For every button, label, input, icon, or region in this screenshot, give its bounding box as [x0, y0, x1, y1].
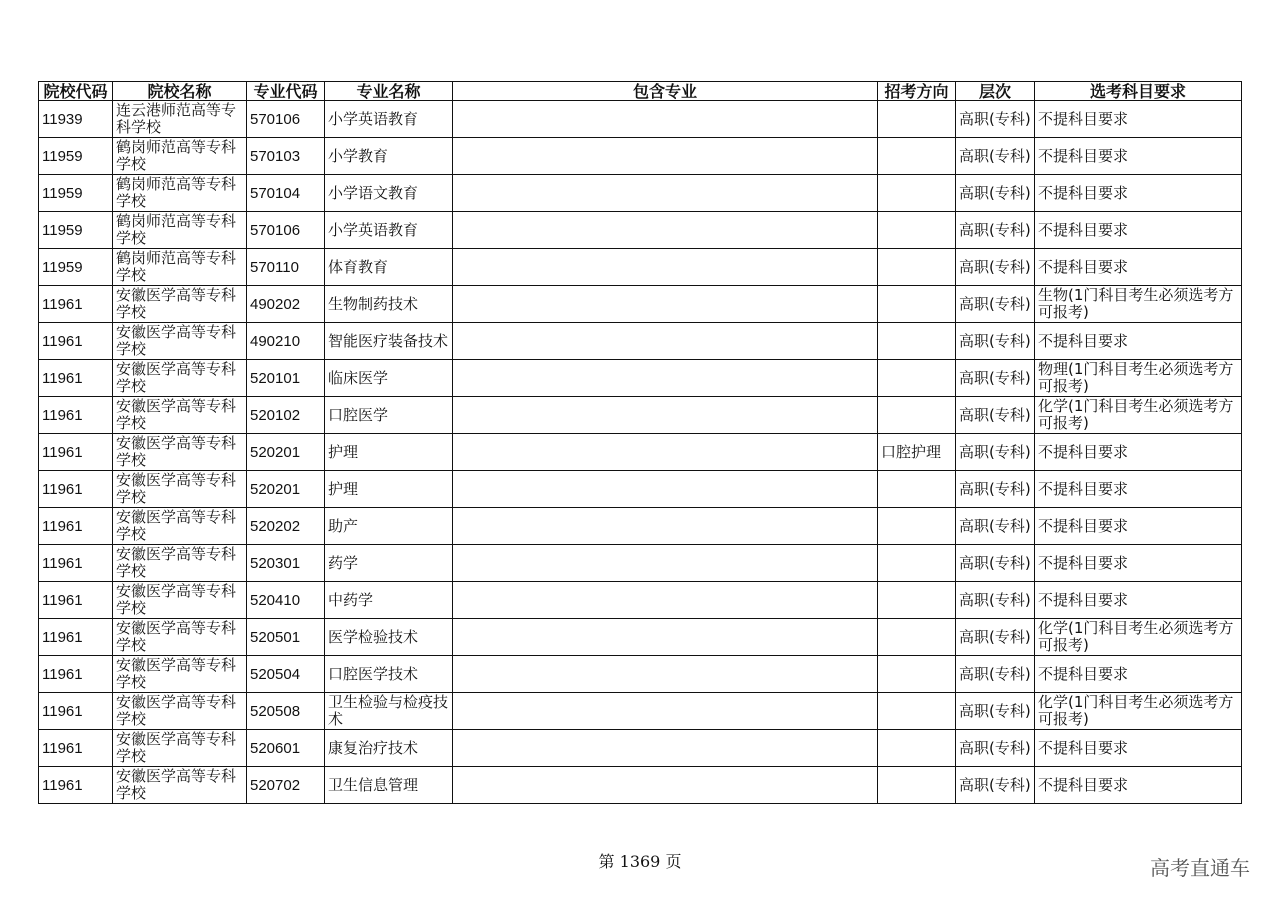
- cell-level: 高职(专科): [956, 434, 1035, 471]
- table-row: [39, 693, 1242, 730]
- cell-subject-requirement: 不提科目要求: [1035, 249, 1242, 286]
- table-header-row: [39, 82, 1242, 101]
- cell-major-name: 口腔医学技术: [325, 656, 453, 693]
- cell-level: 高职(专科): [956, 360, 1035, 397]
- cell-major-name: 护理: [325, 434, 453, 471]
- cell-level: 高职(专科): [956, 656, 1035, 693]
- table-row: [39, 730, 1242, 767]
- cell-level: 高职(专科): [956, 619, 1035, 656]
- table-row: [39, 101, 1242, 138]
- cell-direction: [878, 582, 956, 619]
- header-direction: 招考方向: [878, 82, 956, 101]
- table-row: [39, 286, 1242, 323]
- cell-major-code: 520201: [247, 434, 325, 471]
- cell-school-name: 安徽医学高等专科学校: [113, 656, 247, 693]
- cell-level: 高职(专科): [956, 545, 1035, 582]
- cell-school-name: 安徽医学高等专科学校: [113, 767, 247, 804]
- cell-direction: [878, 730, 956, 767]
- cell-major-code: 520508: [247, 693, 325, 730]
- cell-included-majors: [453, 360, 878, 397]
- cell-major-name: 小学教育: [325, 138, 453, 175]
- cell-school-code: 11961: [39, 619, 113, 656]
- cell-major-name: 临床医学: [325, 360, 453, 397]
- cell-school-code: 11961: [39, 693, 113, 730]
- cell-major-name: 中药学: [325, 582, 453, 619]
- cell-direction: [878, 249, 956, 286]
- table-row: [39, 582, 1242, 619]
- page-number: 第 1369 页: [598, 852, 682, 871]
- cell-subject-requirement: 化学(1门科目考生必须选考方可报考): [1035, 693, 1242, 730]
- cell-school-name: 鹤岗师范高等专科学校: [113, 249, 247, 286]
- table-row: [39, 397, 1242, 434]
- header-major-name: 专业名称: [325, 82, 453, 101]
- cell-level: 高职(专科): [956, 471, 1035, 508]
- cell-direction: [878, 767, 956, 804]
- table-row: [39, 508, 1242, 545]
- cell-level: 高职(专科): [956, 323, 1035, 360]
- cell-school-code: 11961: [39, 582, 113, 619]
- cell-major-code: 570104: [247, 175, 325, 212]
- table-row: [39, 471, 1242, 508]
- cell-major-name: 卫生信息管理: [325, 767, 453, 804]
- cell-level: 高职(专科): [956, 397, 1035, 434]
- cell-school-code: 11959: [39, 212, 113, 249]
- header-school-code: 院校代码: [39, 82, 113, 101]
- cell-subject-requirement: 物理(1门科目考生必须选考方可报考): [1035, 360, 1242, 397]
- cell-school-code: 11959: [39, 249, 113, 286]
- cell-subject-requirement: 化学(1门科目考生必须选考方可报考): [1035, 619, 1242, 656]
- cell-major-code: 570103: [247, 138, 325, 175]
- cell-included-majors: [453, 545, 878, 582]
- cell-direction: [878, 656, 956, 693]
- cell-direction: [878, 138, 956, 175]
- cell-direction: [878, 397, 956, 434]
- cell-major-code: 520202: [247, 508, 325, 545]
- cell-major-code: 520504: [247, 656, 325, 693]
- cell-included-majors: [453, 693, 878, 730]
- cell-direction: [878, 619, 956, 656]
- cell-subject-requirement: 不提科目要求: [1035, 101, 1242, 138]
- cell-major-name: 医学检验技术: [325, 619, 453, 656]
- header-included-majors: 包含专业: [453, 82, 878, 101]
- cell-school-name: 鹤岗师范高等专科学校: [113, 175, 247, 212]
- cell-school-code: 11961: [39, 767, 113, 804]
- table-row: [39, 323, 1242, 360]
- cell-subject-requirement: 不提科目要求: [1035, 212, 1242, 249]
- cell-major-code: 520301: [247, 545, 325, 582]
- cell-direction: [878, 286, 956, 323]
- cell-direction: 口腔护理: [878, 434, 956, 471]
- cell-major-code: 520410: [247, 582, 325, 619]
- cell-major-name: 口腔医学: [325, 397, 453, 434]
- table-row: [39, 767, 1242, 804]
- cell-included-majors: [453, 212, 878, 249]
- header-level: 层次: [956, 82, 1035, 101]
- cell-school-name: 安徽医学高等专科学校: [113, 360, 247, 397]
- cell-major-name: 药学: [325, 545, 453, 582]
- cell-direction: [878, 545, 956, 582]
- cell-school-name: 安徽医学高等专科学校: [113, 471, 247, 508]
- cell-direction: [878, 175, 956, 212]
- cell-subject-requirement: 生物(1门科目考生必须选考方可报考): [1035, 286, 1242, 323]
- cell-school-code: 11959: [39, 138, 113, 175]
- cell-direction: [878, 360, 956, 397]
- cell-level: 高职(专科): [956, 767, 1035, 804]
- cell-school-name: 鹤岗师范高等专科学校: [113, 212, 247, 249]
- cell-included-majors: [453, 508, 878, 545]
- cell-subject-requirement: 不提科目要求: [1035, 471, 1242, 508]
- table-row: [39, 545, 1242, 582]
- cell-included-majors: [453, 175, 878, 212]
- cell-major-code: 570106: [247, 212, 325, 249]
- cell-major-name: 小学英语教育: [325, 101, 453, 138]
- cell-school-name: 连云港师范高等专科学校: [113, 101, 247, 138]
- cell-school-code: 11961: [39, 545, 113, 582]
- cell-subject-requirement: 不提科目要求: [1035, 582, 1242, 619]
- cell-subject-requirement: 不提科目要求: [1035, 138, 1242, 175]
- cell-major-code: 520201: [247, 471, 325, 508]
- enrollment-table: [38, 81, 1242, 804]
- cell-level: 高职(专科): [956, 693, 1035, 730]
- cell-major-code: 570110: [247, 249, 325, 286]
- cell-school-code: 11961: [39, 471, 113, 508]
- cell-school-code: 11961: [39, 286, 113, 323]
- cell-level: 高职(专科): [956, 582, 1035, 619]
- table-row: [39, 212, 1242, 249]
- cell-major-name: 小学语文教育: [325, 175, 453, 212]
- cell-subject-requirement: 不提科目要求: [1035, 175, 1242, 212]
- header-major-code: 专业代码: [247, 82, 325, 101]
- cell-major-code: 520501: [247, 619, 325, 656]
- cell-major-name: 生物制药技术: [325, 286, 453, 323]
- table-row: [39, 656, 1242, 693]
- cell-school-name: 安徽医学高等专科学校: [113, 323, 247, 360]
- cell-school-name: 安徽医学高等专科学校: [113, 434, 247, 471]
- table-row: [39, 619, 1242, 656]
- cell-included-majors: [453, 730, 878, 767]
- cell-included-majors: [453, 656, 878, 693]
- cell-included-majors: [453, 397, 878, 434]
- cell-level: 高职(专科): [956, 508, 1035, 545]
- cell-school-code: 11961: [39, 397, 113, 434]
- header-subject-requirement: 选考科目要求: [1035, 82, 1242, 101]
- cell-major-code: 490210: [247, 323, 325, 360]
- cell-level: 高职(专科): [956, 138, 1035, 175]
- table-row: [39, 434, 1242, 471]
- cell-major-name: 护理: [325, 471, 453, 508]
- cell-level: 高职(专科): [956, 730, 1035, 767]
- cell-school-name: 鹤岗师范高等专科学校: [113, 138, 247, 175]
- cell-major-name: 助产: [325, 508, 453, 545]
- cell-included-majors: [453, 434, 878, 471]
- table-row: [39, 249, 1242, 286]
- cell-level: 高职(专科): [956, 175, 1035, 212]
- cell-included-majors: [453, 619, 878, 656]
- cell-subject-requirement: 不提科目要求: [1035, 545, 1242, 582]
- table-body: [39, 101, 1242, 804]
- cell-included-majors: [453, 138, 878, 175]
- cell-subject-requirement: 不提科目要求: [1035, 730, 1242, 767]
- cell-direction: [878, 101, 956, 138]
- cell-major-name: 体育教育: [325, 249, 453, 286]
- cell-included-majors: [453, 101, 878, 138]
- cell-included-majors: [453, 323, 878, 360]
- cell-school-name: 安徽医学高等专科学校: [113, 619, 247, 656]
- cell-major-code: 520102: [247, 397, 325, 434]
- cell-subject-requirement: 化学(1门科目考生必须选考方可报考): [1035, 397, 1242, 434]
- cell-school-name: 安徽医学高等专科学校: [113, 286, 247, 323]
- cell-major-name: 小学英语教育: [325, 212, 453, 249]
- cell-subject-requirement: 不提科目要求: [1035, 434, 1242, 471]
- watermark-text: 高考直通车: [1150, 856, 1250, 880]
- cell-major-code: 520601: [247, 730, 325, 767]
- cell-major-code: 520702: [247, 767, 325, 804]
- cell-major-name: 智能医疗装备技术: [325, 323, 453, 360]
- table-row: [39, 360, 1242, 397]
- table-row: [39, 138, 1242, 175]
- cell-school-code: 11961: [39, 508, 113, 545]
- cell-major-code: 570106: [247, 101, 325, 138]
- cell-school-code: 11959: [39, 175, 113, 212]
- cell-major-code: 490202: [247, 286, 325, 323]
- cell-school-code: 11961: [39, 323, 113, 360]
- cell-included-majors: [453, 471, 878, 508]
- cell-subject-requirement: 不提科目要求: [1035, 508, 1242, 545]
- cell-school-code: 11939: [39, 101, 113, 138]
- cell-school-name: 安徽医学高等专科学校: [113, 508, 247, 545]
- cell-direction: [878, 471, 956, 508]
- cell-direction: [878, 212, 956, 249]
- cell-level: 高职(专科): [956, 101, 1035, 138]
- cell-school-name: 安徽医学高等专科学校: [113, 582, 247, 619]
- cell-direction: [878, 323, 956, 360]
- cell-level: 高职(专科): [956, 212, 1035, 249]
- cell-school-name: 安徽医学高等专科学校: [113, 397, 247, 434]
- table-row: [39, 175, 1242, 212]
- cell-subject-requirement: 不提科目要求: [1035, 323, 1242, 360]
- header-school-name: 院校名称: [113, 82, 247, 101]
- cell-level: 高职(专科): [956, 286, 1035, 323]
- cell-subject-requirement: 不提科目要求: [1035, 656, 1242, 693]
- cell-major-code: 520101: [247, 360, 325, 397]
- cell-level: 高职(专科): [956, 249, 1035, 286]
- cell-school-code: 11961: [39, 434, 113, 471]
- cell-direction: [878, 693, 956, 730]
- cell-included-majors: [453, 767, 878, 804]
- cell-school-code: 11961: [39, 730, 113, 767]
- cell-included-majors: [453, 249, 878, 286]
- cell-major-name: 康复治疗技术: [325, 730, 453, 767]
- cell-direction: [878, 508, 956, 545]
- cell-included-majors: [453, 582, 878, 619]
- cell-school-code: 11961: [39, 360, 113, 397]
- cell-subject-requirement: 不提科目要求: [1035, 767, 1242, 804]
- cell-major-name: 卫生检验与检疫技术: [325, 693, 453, 730]
- cell-school-name: 安徽医学高等专科学校: [113, 693, 247, 730]
- cell-school-name: 安徽医学高等专科学校: [113, 545, 247, 582]
- cell-included-majors: [453, 286, 878, 323]
- cell-school-name: 安徽医学高等专科学校: [113, 730, 247, 767]
- cell-school-code: 11961: [39, 656, 113, 693]
